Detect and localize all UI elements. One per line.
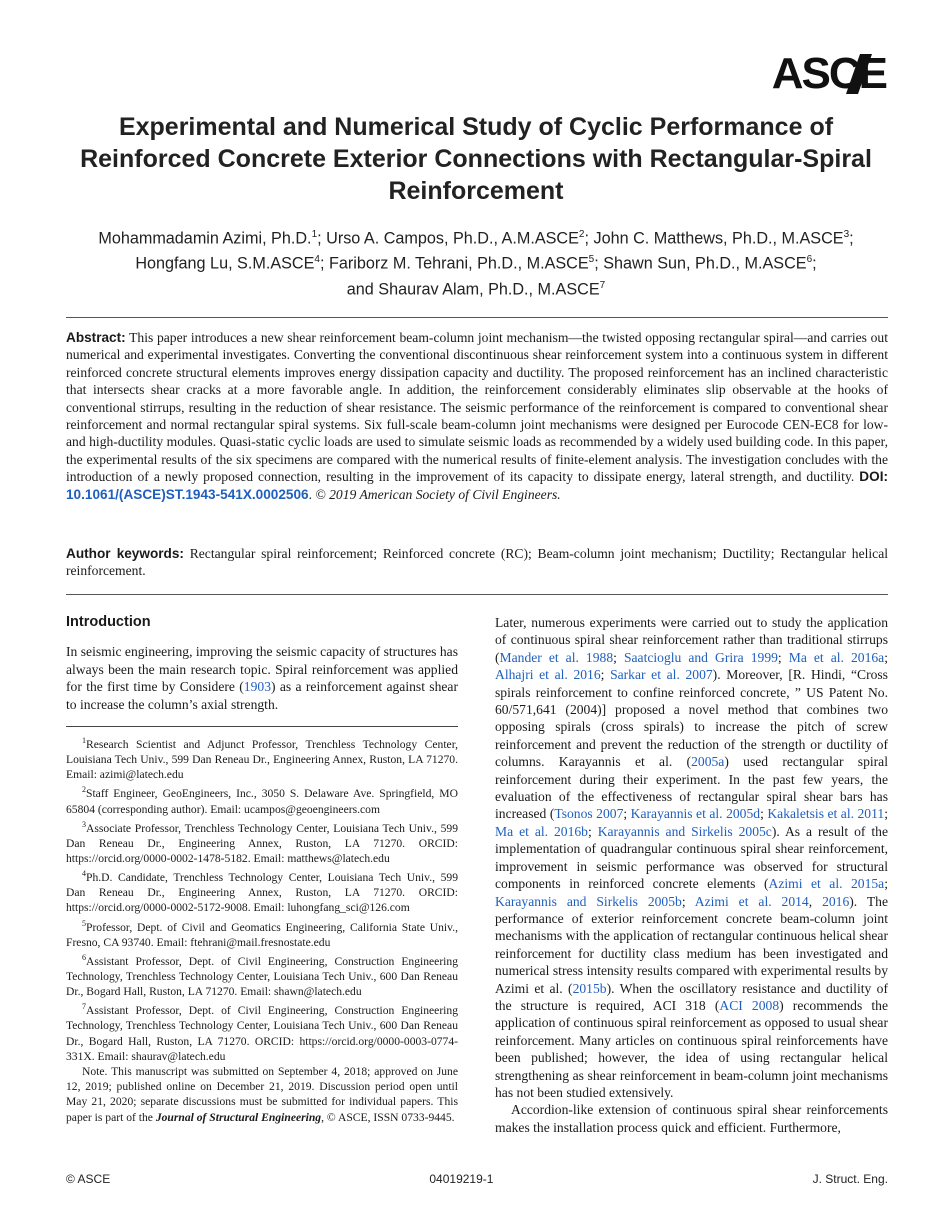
- author-name: John C. Matthews, Ph.D., M.ASCE: [593, 229, 844, 248]
- author-affiliation-marker: 4: [314, 254, 320, 266]
- abstract: Abstract: This paper introduces a new shear reinforcement beam-column joint mechanism—the twisted opposing rectangular spiral—and carries out numerical and experimental investigates. Converting the conventional discontinuous shear reinforcement system into a continuous system in different reinforced concrete structural elements improves energy dissipation capacity and ductility. The proposed reinforcement has an inclined characteristic that intersects shear cracks at a more favorable angle. In addition, the reinforcement considerably eliminates slip observable at the hooks of conventional stirrups, resulting in the reduction of shear resistance. The seismic performance of the reinforcement is compared to conventional shear reinforcement and normal rectangular spiral systems. Six full-scale beam-column joint mechanisms were designed per Eurocode CEN-EC8 for low- and high-ductility modules. Quasi-static cyclic loads are used to simulate seismic loads as recommended by a widely used building code. In this paper, the experimental results of the six specimens are compared with the numerical results of finite-element analysis. The investigation concludes with the introduction of a newly proposed connection, resulting in the improvement of its capacity to dissipate energy, lateral strength, and ductility. DOI: 10.1061/(ASCE)ST.1943-541X.0002506. © 2019 American Society of Civil Engineers.: [66, 330, 888, 502]
- footnote-7: $^7$Assistant Professor, Dept. of Civil Engineering, Construction Engineering Technology, Trenchless Technology Center, Louisiana Tech Univ., 600 Dan Reneau Dr., Bogard Hall, Ruston, LA 71270. ORCID: https://orcid.org/0000-0003-0774-331X. Email: shaurav@latech.edu: [66, 1002, 458, 1063]
- keywords-text: Rectangular spiral reinforcement; Reinforced concrete (RC); Beam-column joint mechanism; Ductility; Rectangular helical reinforcement.: [66, 546, 889, 579]
- asce-logo: [764, 49, 886, 98]
- citation-link[interactable]: Karayannis et al. 2005d: [630, 806, 761, 822]
- author-affiliation-marker: 2: [578, 229, 585, 240]
- author-name: Hongfang Lu, S.M.ASCE: [135, 254, 315, 273]
- citation-link[interactable]: Azimi et al. 2014: [694, 893, 809, 909]
- footnote-4: $^4$Ph.D. Candidate, Trenchless Technology Center, Louisiana Tech Univ., 599 Dan Reneau Dr., Engineering Annex, Ruston, LA 71270. ORCID: https://orcid.org/0000-0002-5172-9008. Email: luhongfang_sci@126.com: [66, 869, 458, 915]
- citation-link[interactable]: Karayannis and Sirkelis 2005c: [597, 823, 772, 839]
- author-name: and Shaurav Alam, Ph.D., M.ASCE: [346, 280, 600, 299]
- footer-article-number: 04019219-1: [429, 1172, 494, 1186]
- citation-link[interactable]: Tsonos 2007: [554, 806, 624, 822]
- right-paragraph-1: Later, numerous experiments were carried out to study the application of continuous spiral shear reinforcement rather than traditional stirrups (Mander et al. 1988; Saatcioglu and Grira 1999; Ma et al. 2016a; Alhajri et al. 2016; Sarkar et al. 2007). Moreover, [R. Hindi, “Cross spirals reinforcement to confine reinforced concrete, ” US Patent No. 60/571,641 (2004)] proposed a novel method that combines two opposing spirals (cross spirals) to increase the pitch of screw reinforcement and prevent the reduction of the strength or ductility of columns. Karayannis et al. (2005a) used rectangular spiral reinforcement during their experiment. In the past few years, the evaluation of the effectiveness of rectangular spiral shear bars has increased (Tsonos 2007; Karayannis et al. 2005d; Kakaletsis et al. 2011; Ma et al. 2016b; Karayannis and Sirkelis 2005c). As a result of the implementation of quadrangular continuous spiral shear reinforcement, improvement in seismic performance was observed for structural components in reinforced concrete elements (Azimi et al. 2015a; Karayannis and Sirkelis 2005b; Azimi et al. 2014, 2016). The performance of exterior reinforcement concrete beam-column joint mechanisms with the application of rectangular continuous helical shear reinforcement for ductility class medium has been investigated and numerical stress intensity results compared with experimental results by Azimi et al. (2015b). When the oscillatory resistance and ductility of the structure is required, ACI 318 (ACI 2008) recommends the application of continuous spiral reinforcement as opposed to usual shear reinforcement. Many articles on continuous spiral reinforcements have been published; however, the idea of using rectangular helical strengthening as shear reinforcement in beam-column joint mechanisms has not been studied extensively.: [495, 615, 889, 1100]
- author-name: Fariborz M. Tehrani, Ph.D., M.ASCE: [328, 254, 589, 273]
- citation-link[interactable]: Azimi et al. 2015a: [768, 876, 885, 892]
- footer-copyright: © ASCE: [66, 1172, 111, 1186]
- author-affiliation-marker: 6: [806, 254, 813, 266]
- citation-link[interactable]: 2016: [822, 893, 850, 909]
- footnote-5: $^5$Professor, Dept. of Civil and Geomatics Engineering, California State Univ., Fresno, CA 93740. Email: ftehrani@mail.fresnostate.edu: [66, 918, 458, 949]
- footnote-2: $^2$Staff Engineer, GeoEngineers, Inc., 3050 S. Delaware Ave. Springfield, MO 65804 (corresponding author). Email: ucampos@geoengineers.com: [66, 785, 458, 816]
- abstract-divider: [66, 594, 888, 595]
- copyright-text: © 2019 American Society of Civil Engineers.: [315, 486, 561, 502]
- citation-link[interactable]: Ma et al. 2016b: [495, 823, 588, 839]
- citation-link[interactable]: 2015b: [572, 980, 607, 996]
- citation-link[interactable]: Kakaletsis et al. 2011: [767, 806, 885, 822]
- doi-label: DOI:: [859, 469, 888, 485]
- journal-name: Journal of Structural Engineering: [155, 1110, 322, 1124]
- right-paragraph-2: Accordion-like extension of continuous spiral shear reinforcements makes the installation process quick and efficient. Furthermore,: [495, 1102, 888, 1135]
- manuscript-note: Note. This manuscript was submitted on September 4, 2018; approved on June 12, 2019; published online on December 21, 2019. Discussion period open until May 21, 2020; separate discussions must be submitted for individual papers. This paper is part of the Journal of Structural Engineering, © ASCE, ISSN 0733-9445.: [66, 1065, 458, 1124]
- footnote-1: $^1$Research Scientist and Adjunct Professor, Trenchless Technology Center, Louisiana Tech Univ., 599 Dan Reneau Dr., Engineering Annex, Ruston, LA 71270. Email: azimi@latech.edu: [66, 736, 458, 782]
- intro-paragraph: In seismic engineering, improving the seismic capacity of structures has always been the main research topic. Spiral reinforcement was applied for the first time by Considere (1903) as a reinforcement against shear to increase the column’s axial strength.: [66, 644, 458, 712]
- asce-logo-text: ASCE: [771, 49, 886, 98]
- citation-link[interactable]: Karayannis and Sirkelis 2005b: [495, 893, 682, 909]
- author-name: Urso A. Campos, Ph.D., A.M.ASCE: [326, 229, 579, 248]
- affiliation-footnotes: [66, 733, 458, 1125]
- keywords-label: Author keywords:: [66, 546, 184, 561]
- citation-link[interactable]: Mander et al. 1988: [499, 649, 614, 665]
- citation-link[interactable]: Alhajri et al. 2016: [495, 667, 601, 683]
- section-heading-introduction: Introduction: [66, 614, 151, 630]
- article-title: Experimental and Numerical Study of Cyclic Performance of Reinforced Concrete Exterior Connections with Rectangular-Spiral Reinforcement: [80, 113, 872, 205]
- abstract-text: This paper introduces a new shear reinforcement beam-column joint mechanism—the twisted opposing rectangular spiral—and carries out numerical and experimental investigates. Converting the conventional discontinuous shear reinforcement system into a continuous system in different reinforced concrete structural elements improves energy dissipation capacity and ductility. The proposed reinforcement has an inclined characteristic that intersects shear cracks at a more favorable angle. In addition, the reinforcement considerably eliminates slip observable at the hooks of conventional stirrups, resulting in the reduction of shear resistance. The seismic performance of the reinforcement is compared to conventional shear reinforcement and normal rectangular spiral systems. Six full-scale beam-column joint mechanisms were designed per Eurocode CEN-EC8 for low- and high-ductility modules. Quasi-static cyclic loads are used to simulate seismic loads as recommended by a widely used building code. In this paper, the experimental results of the six specimens are compared with the numerical results of finite-element analysis. The investigation concludes with the introduction of a newly proposed connection, resulting in the improvement of its capacity to dissipate energy, lateral strength, and ductility.: [66, 330, 888, 485]
- author-name: Shawn Sun, Ph.D., M.ASCE: [603, 254, 807, 273]
- abstract-label: Abstract:: [66, 330, 126, 345]
- author-affiliation-marker: 1: [311, 229, 318, 240]
- author-affiliation-marker: 5: [588, 254, 595, 266]
- author-keywords: [66, 545, 888, 580]
- citation-link[interactable]: Sarkar et al. 2007: [610, 667, 713, 683]
- left-column: [66, 612, 458, 713]
- ref-link-1903[interactable]: 1903: [243, 679, 271, 695]
- footnote-3: $^3$Associate Professor, Trenchless Technology Center, Louisiana Tech Univ., 599 Dan Reneau Dr., Engineering Annex, Ruston, LA 71270. ORCID: https://orcid.org/0000-0002-1478-5182. Email: matthews@latech.edu: [66, 819, 458, 865]
- author-list: Mohammadamin Azimi, Ph.D.$^1$; Urso A. Campos, Ph.D., A.M.ASCE$^2$; John C. Matthews, Ph.D., M.ASCE$^3$; Hongfang Lu, S.M.ASCE$^4$; Fariborz M. Tehrani, Ph.D., M.ASCE$^5$; Shawn Sun, Ph.D., M.ASCE$^6$; and Shaurav Alam, Ph.D., M.ASCE$^7$: [98, 229, 854, 299]
- citation-link[interactable]: 2005a: [691, 754, 725, 770]
- citation-link[interactable]: Saatcioglu and Grira 1999: [623, 649, 778, 665]
- doi-link[interactable]: 10.1061/(ASCE)ST.1943-541X.0002506: [66, 486, 309, 502]
- author-affiliation-marker: 3: [843, 229, 850, 240]
- footnote-divider: [66, 726, 458, 727]
- author-affiliation-marker: 7: [599, 279, 606, 291]
- citation-link[interactable]: ACI 2008: [719, 997, 780, 1013]
- footnote-6: $^6$Assistant Professor, Dept. of Civil Engineering, Construction Engineering Technology, Trenchless Technology Center, Louisiana Tech Univ., 600 Dan Reneau Dr., Bogard Hall, Ruston, LA 71270. Email: shawn@latech.edu: [66, 952, 458, 999]
- citation-link[interactable]: Ma et al. 2016a: [788, 649, 885, 665]
- author-name: Mohammadamin Azimi, Ph.D.: [98, 229, 312, 248]
- page-footer: [66, 1172, 888, 1186]
- footer-journal: J. Struct. Eng.: [812, 1172, 888, 1186]
- header-divider: [66, 317, 888, 318]
- right-column: [495, 614, 888, 1136]
